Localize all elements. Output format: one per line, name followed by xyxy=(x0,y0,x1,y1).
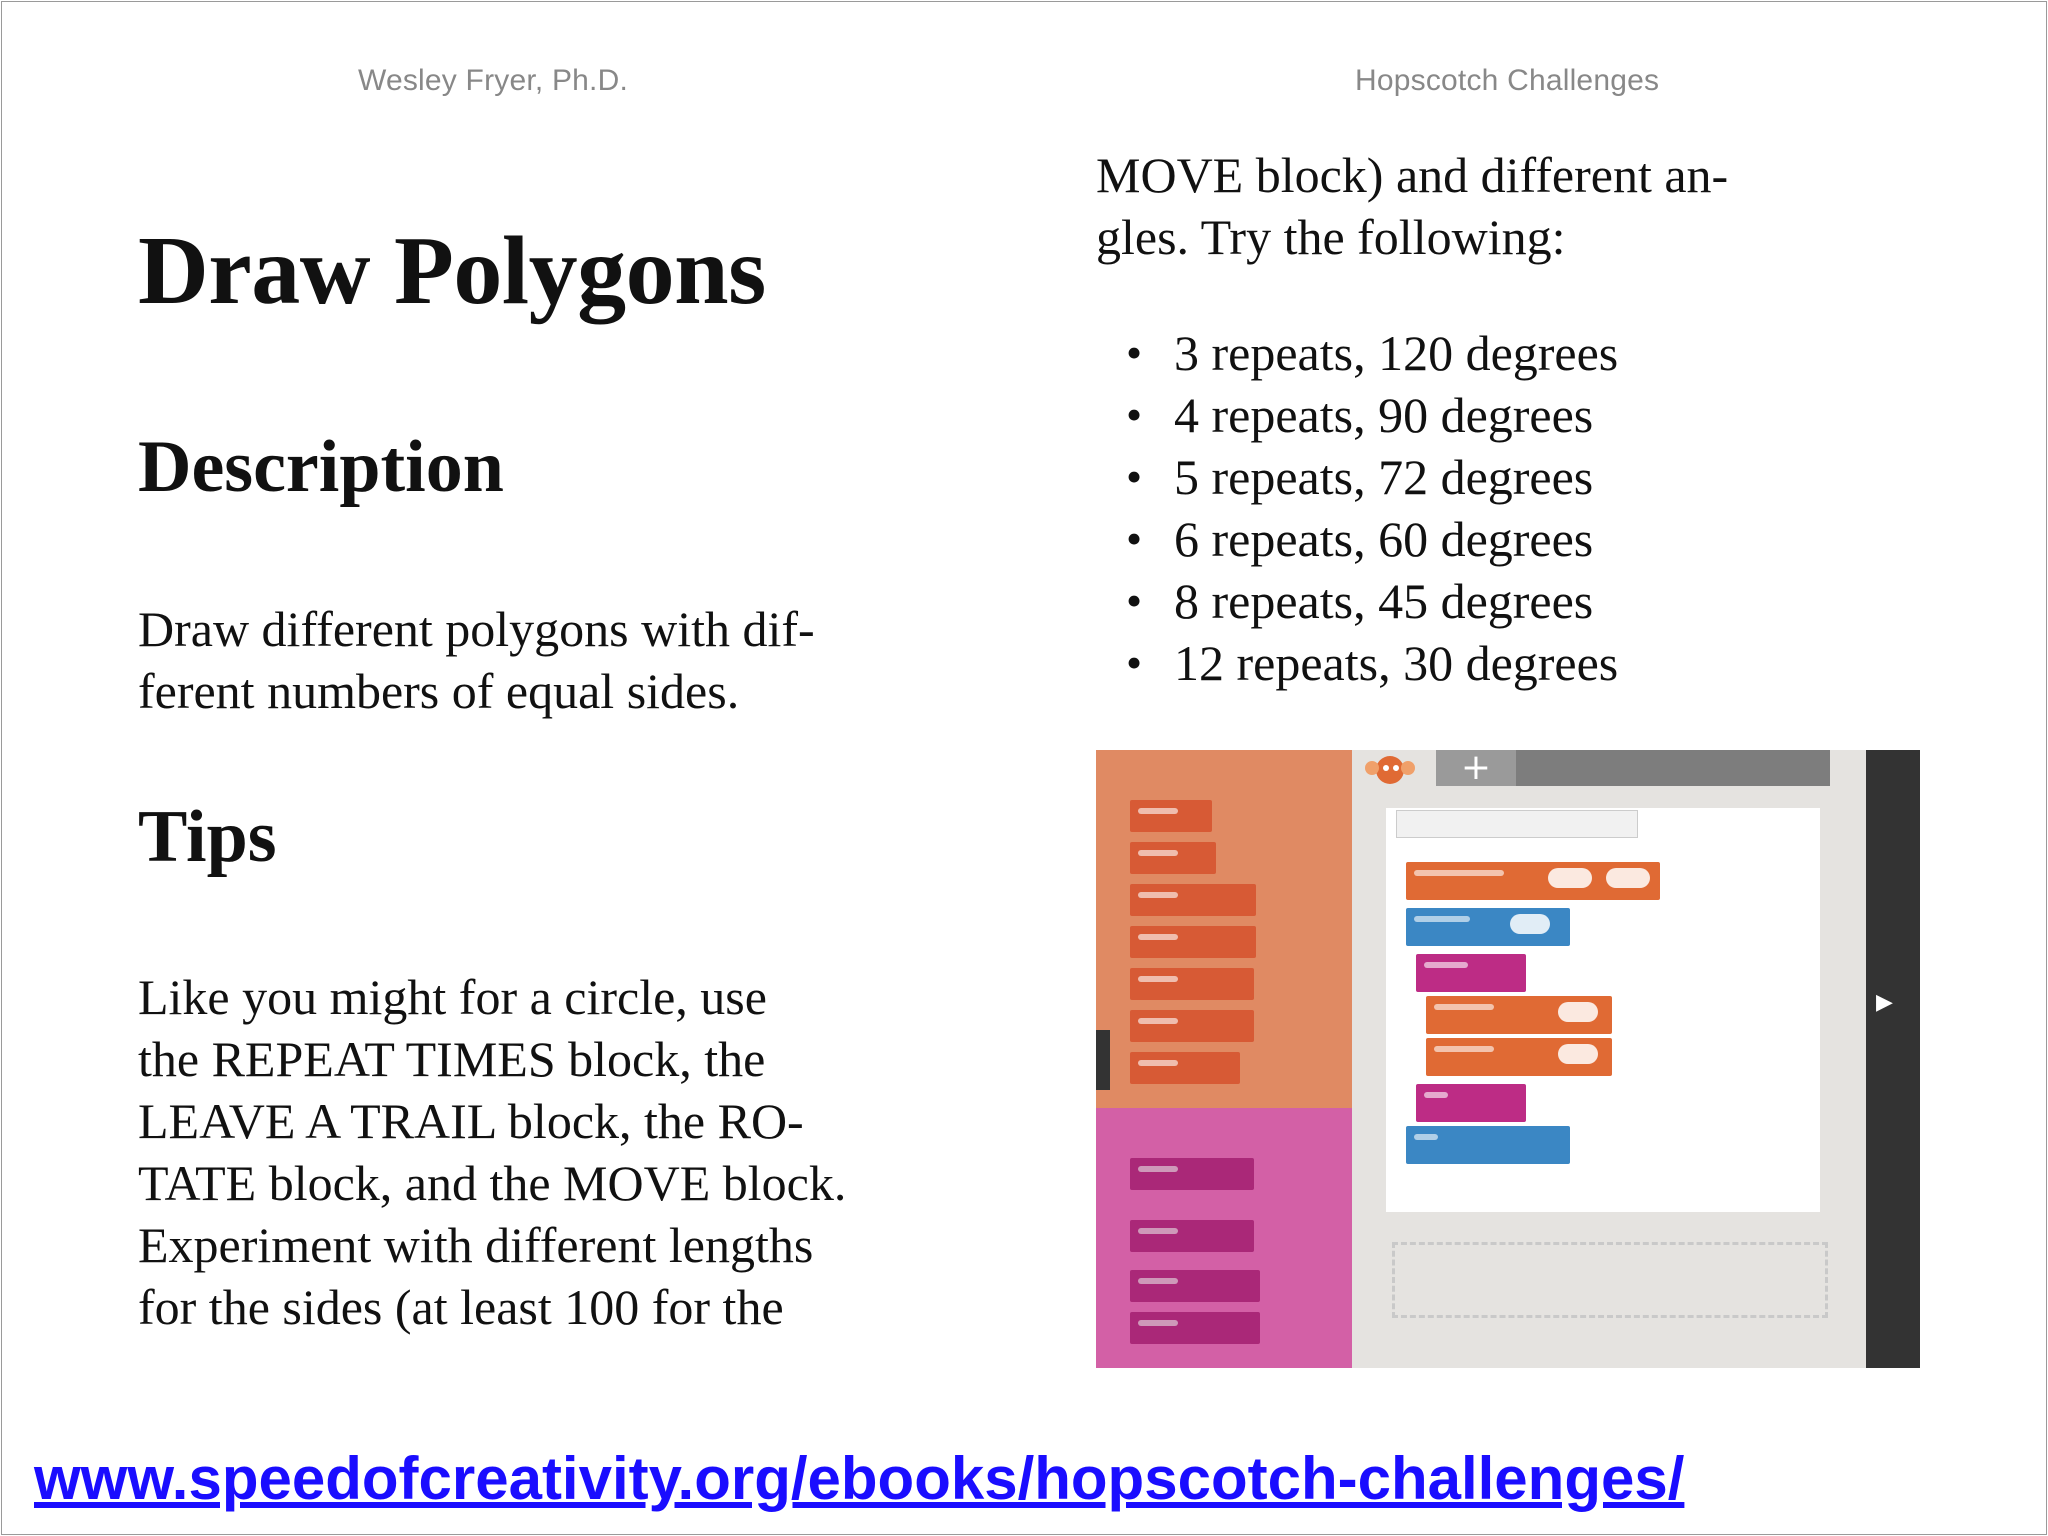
tips-line: Experiment with different lengths xyxy=(138,1217,814,1273)
rule-dropdown[interactable] xyxy=(1396,810,1638,838)
palette-block xyxy=(1130,842,1216,874)
running-head-author: Wesley Fryer, Ph.D. xyxy=(358,64,628,97)
list-item-text: 5 repeats, 72 degrees xyxy=(1174,449,1594,505)
list-item-text: 3 repeats, 120 degrees xyxy=(1174,325,1619,381)
description-line: Draw different polygons with dif- xyxy=(138,601,815,657)
source-url-link[interactable]: www.speedofcreativity.org/ebooks/hopscotch-challenges/ xyxy=(34,1445,1685,1512)
tips-line: for the sides (at least 100 for the xyxy=(138,1279,784,1335)
running-head-book-title: Hopscotch Challenges xyxy=(1355,64,1660,97)
description-heading: Description xyxy=(138,426,504,508)
list-item xyxy=(1096,322,1618,384)
palette-block xyxy=(1130,1312,1260,1344)
end-repeat-block[interactable] xyxy=(1406,1126,1570,1164)
palette-block xyxy=(1130,1052,1240,1084)
end-trail-block[interactable] xyxy=(1416,1084,1526,1122)
repeat-times-block[interactable] xyxy=(1406,908,1570,946)
list-item xyxy=(1096,632,1618,694)
palette-block xyxy=(1130,1220,1254,1252)
bullet-icon: • xyxy=(1126,513,1143,564)
tips-line: TATE block, and the MOVE block. xyxy=(138,1155,847,1211)
tips-paragraph xyxy=(138,966,998,1338)
list-item-text: 12 repeats, 30 degrees xyxy=(1174,635,1619,691)
description-line: ferent numbers of equal sides. xyxy=(138,663,740,719)
bullet-icon: • xyxy=(1126,575,1143,626)
continuation-line: MOVE block) and different an- xyxy=(1096,147,1729,203)
leave-trail-block[interactable] xyxy=(1416,954,1526,992)
palette-tab xyxy=(1096,1030,1110,1090)
list-item-text: 4 repeats, 90 degrees xyxy=(1174,387,1594,443)
palette-block xyxy=(1130,1158,1254,1190)
bullet-icon: • xyxy=(1126,389,1143,440)
continuation-line: gles. Try the following: xyxy=(1096,209,1566,265)
palette-block xyxy=(1130,1270,1260,1302)
list-item xyxy=(1096,570,1618,632)
palette-block xyxy=(1130,926,1256,958)
description-paragraph xyxy=(138,598,978,722)
palette-block xyxy=(1130,800,1212,832)
palette-block xyxy=(1130,968,1254,1000)
list-item xyxy=(1096,508,1618,570)
list-item-text: 6 repeats, 60 degrees xyxy=(1174,511,1594,567)
rotate-block[interactable] xyxy=(1426,1038,1612,1076)
palette-block xyxy=(1130,1010,1254,1042)
list-item-text: 8 repeats, 45 degrees xyxy=(1174,573,1594,629)
tips-line: LEAVE A TRAIL block, the RO- xyxy=(138,1093,804,1149)
set-position-block[interactable] xyxy=(1406,862,1660,900)
sprite-monkey-icon[interactable] xyxy=(1358,750,1428,790)
repeats-list xyxy=(1096,322,1618,694)
page-title: Draw Polygons xyxy=(138,217,766,325)
tips-line: Like you might for a circle, use xyxy=(138,969,767,1025)
continuation-paragraph xyxy=(1096,144,1956,268)
move-block[interactable] xyxy=(1426,996,1612,1034)
add-rule-dropzone[interactable] xyxy=(1392,1242,1828,1318)
hopscotch-screenshot xyxy=(1096,750,1920,1368)
play-sidebar xyxy=(1866,750,1920,1368)
bullet-icon: • xyxy=(1126,637,1143,688)
bullet-icon: • xyxy=(1126,451,1143,502)
play-icon[interactable]: ▶ xyxy=(1876,990,1893,1015)
bullet-icon: • xyxy=(1126,327,1143,378)
list-item xyxy=(1096,384,1618,446)
palette-block xyxy=(1130,884,1256,916)
add-object-button[interactable]: + xyxy=(1436,750,1516,786)
tips-line: the REPEAT TIMES block, the xyxy=(138,1031,766,1087)
tips-heading: Tips xyxy=(138,796,277,878)
list-item xyxy=(1096,446,1618,508)
